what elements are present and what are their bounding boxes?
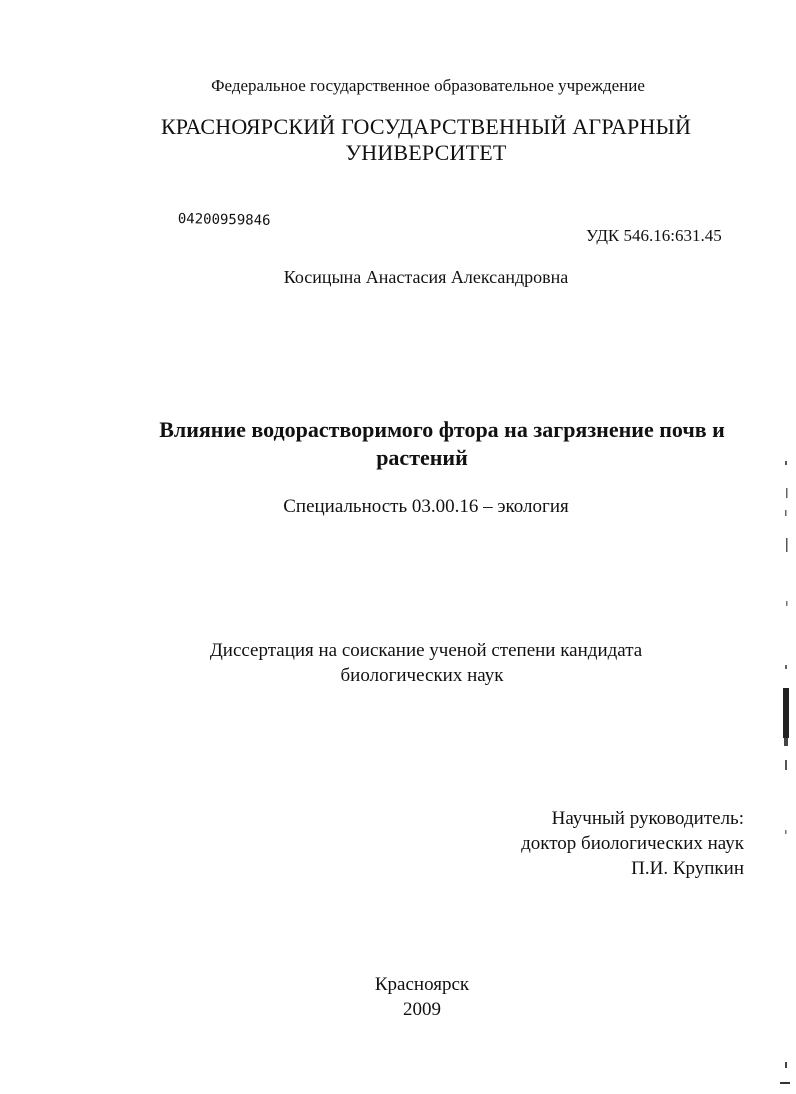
dissertation-title-line1: Влияние водорастворимого фтора на загрязнение почв и: [159, 417, 725, 442]
author-name: Косицына Анастасия Александровна: [283, 267, 569, 287]
dissertation-title-line2: растений: [376, 445, 468, 470]
city: Красноярск: [374, 974, 470, 995]
year: 2009: [403, 999, 441, 1020]
institution-type: Федеральное государственное образовательное учреждение: [211, 76, 645, 95]
dissertation-type-line1: Диссертация на соискание ученой степени кандидата: [209, 640, 643, 661]
supervisor-name: П.И. Крупкин: [631, 858, 744, 879]
supervisor-degree: доктор биологических наук: [521, 833, 744, 854]
specialty: Специальность 03.00.16 – экология: [283, 496, 569, 517]
inventory-number: 04200959846: [177, 211, 271, 229]
university-name-line2: УНИВЕРСИТЕТ: [345, 140, 507, 165]
scan-edge-marks: [766, 0, 796, 1094]
dissertation-type-line2: биологических наук: [340, 665, 504, 686]
university-name-line1: КРАСНОЯРСКИЙ ГОСУДАРСТВЕННЫЙ АГРАРНЫЙ: [160, 114, 692, 139]
udk-code: УДК 546.16:631.45: [586, 226, 722, 245]
supervisor-label: Научный руководитель:: [551, 808, 744, 829]
